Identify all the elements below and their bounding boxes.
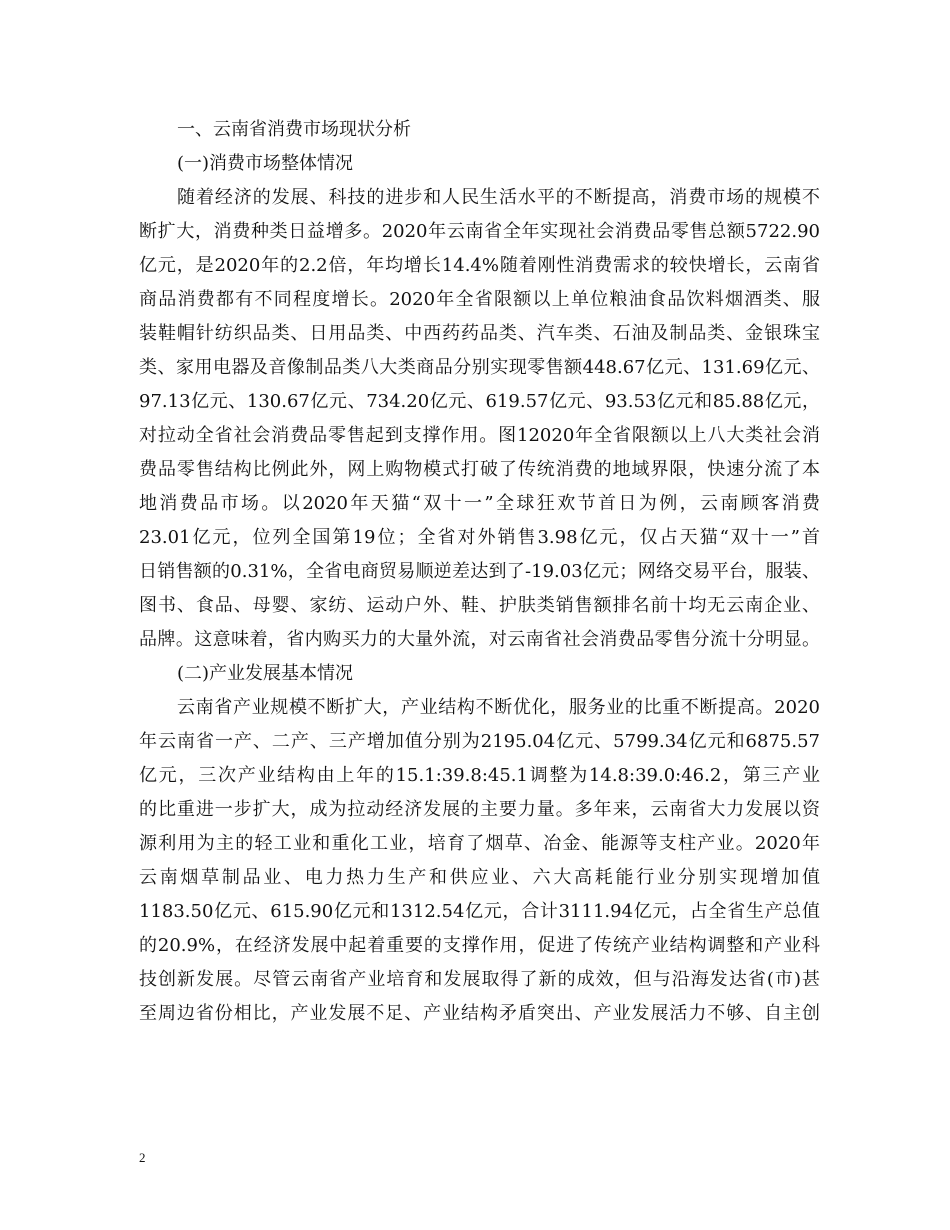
paragraph-line: 品牌。这意味着，省内购买力的大量外流，对云南省社会消费品零售分流十分明显。: [139, 629, 820, 650]
paragraph-line: 亿元，是2020年的2.2倍，年均增长14.4%随着刚性消费需求的较快增长，云南省: [139, 255, 820, 276]
paragraph-line: 对拉动全省社会消费品零售起到支撑作用。图12020年全省限额以上八大类社会消: [139, 425, 820, 446]
paragraph-line: 年云南省一产、二产、三产增加值分别为2195.04亿元、5799.34亿元和6875.57: [139, 731, 820, 752]
paragraph-line: 类、家用电器及音像制品类八大类商品分别实现零售额448.67亿元、131.69亿元、: [139, 357, 820, 378]
paragraph-line: 图书、食品、母婴、家纺、运动户外、鞋、护肤类销售额排名前十均无云南企业、: [139, 595, 820, 616]
paragraph-line: 至周边省份相比，产业发展不足、产业结构矛盾突出、产业发展活力不够、自主创: [139, 1003, 820, 1024]
paragraph-line: 断扩大，消费种类日益增多。2020年云南省全年实现社会消费品零售总额5722.90: [139, 221, 820, 242]
paragraph-line: 随着经济的发展、科技的进步和人民生活水平的不断提高，消费市场的规模不: [177, 187, 820, 208]
paragraph-line: 23.01亿元，位列全国第19位；全省对外销售3.98亿元，仅占天猫“双十一”首: [139, 527, 820, 548]
paragraph-line: 地消费品市场。以2020年天猫“双十一”全球狂欢节首日为例，云南顾客消费: [139, 493, 820, 514]
paragraph-line: 云南烟草制品业、电力热力生产和供应业、六大高耗能行业分别实现增加值: [139, 867, 820, 888]
paragraph-line: 的20.9%，在经济发展中起着重要的支撑作用，促进了传统产业结构调整和产业科: [139, 935, 820, 956]
paragraph-line: 97.13亿元、130.67亿元、734.20亿元、619.57亿元、93.53亿元和85.88亿元，: [139, 391, 820, 412]
paragraph-line: 的比重进一步扩大，成为拉动经济发展的主要力量。多年来，云南省大力发展以资: [139, 799, 820, 820]
paragraph-line: 费品零售结构比例此外，网上购物模式打破了传统消费的地域界限，快速分流了本: [139, 459, 820, 480]
paragraph-line: 商品消费都有不同程度增长。2020年全省限额以上单位粮油食品饮料烟酒类、服: [139, 289, 820, 310]
paragraph-line: 1183.50亿元、615.90亿元和1312.54亿元，合计3111.94亿元，占全省生产总值: [139, 901, 820, 922]
paragraph-line: 亿元，三次产业结构由上年的15.1:39.8:45.1调整为14.8:39.0:46.2，第三产业: [139, 765, 820, 786]
paragraph-line: 技创新发展。尽管云南省产业培育和发展取得了新的成效，但与沿海发达省(市)甚: [139, 969, 820, 990]
section-heading: 一、云南省消费市场现状分析: [177, 119, 411, 140]
subsection-title-2: (二)产业发展基本情况: [177, 663, 354, 684]
paragraph-line: 装鞋帽针纺织品类、日用品类、中西药药品类、汽车类、石油及制品类、金银珠宝: [139, 323, 820, 344]
subsection-title-1: (一)消费市场整体情况: [177, 153, 354, 174]
paragraph-line: 日销售额的0.31%，全省电商贸易顺逆差达到了-19.03亿元；网络交易平台，服装、: [139, 561, 820, 582]
page-number: 2: [139, 1150, 146, 1165]
paragraph-line: 云南省产业规模不断扩大，产业结构不断优化，服务业的比重不断提高。2020: [177, 697, 820, 718]
paragraph-line: 源利用为主的轻工业和重化工业，培育了烟草、冶金、能源等支柱产业。2020年: [139, 833, 820, 854]
